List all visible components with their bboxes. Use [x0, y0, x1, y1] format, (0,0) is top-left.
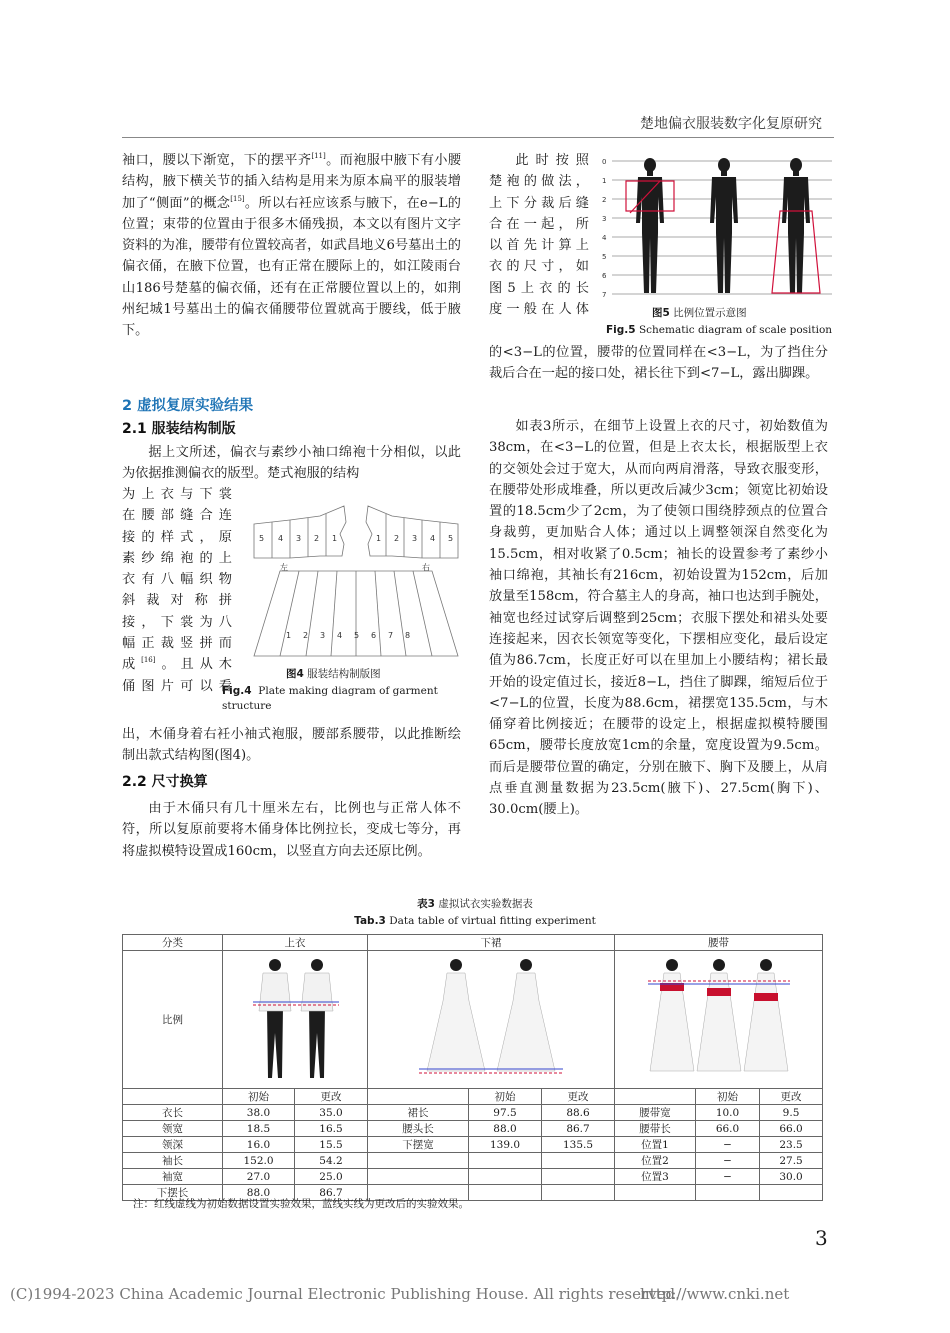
section-heading-2: 2 虚拟复原实验结果	[122, 398, 254, 414]
footer-copyright: (C)1994-2023 China Academic Journal Electronic Publishing House. All rights reserved.	[10, 1285, 680, 1303]
subheader-cell: 初始	[469, 1089, 542, 1105]
line: 合在一起，所	[489, 216, 589, 232]
table-3	[122, 934, 823, 1201]
fig-label: Fig.5	[606, 324, 636, 336]
text: 成	[122, 657, 142, 673]
scale-num: 3	[602, 215, 607, 223]
skirt-num: 2	[303, 631, 309, 640]
top-fitting-image	[245, 953, 345, 1083]
cell: 位置1	[615, 1137, 696, 1153]
skirt-num: 1	[286, 631, 292, 640]
table-note: 注：红线虚线为初始数据设置实验效果，蓝线实线为更改后的实验效果。	[133, 1198, 469, 1210]
image-cell-top	[223, 951, 368, 1089]
table-row	[123, 1137, 823, 1153]
line: 接的样式，原	[122, 529, 232, 545]
cell	[368, 1169, 469, 1185]
left-label: 左	[280, 563, 288, 572]
paragraph: 出，木俑身着右衽小袖式袍服，腰部系腰带，以此推断绘制出款式结构图(图4)。	[122, 727, 461, 764]
cell: 10.0	[696, 1105, 760, 1121]
cell: 衣长	[123, 1105, 223, 1121]
panel-num: 5	[448, 534, 454, 543]
cell: 16.5	[295, 1121, 368, 1137]
subsection-heading-2-1: 2.1 服装结构制版	[122, 421, 236, 437]
line: 此时按照	[515, 153, 589, 168]
footer-url[interactable]: http://www.cnki.net	[640, 1285, 790, 1303]
panel-num: 1	[376, 534, 382, 543]
cell	[542, 1185, 615, 1201]
cell: 88.0	[469, 1121, 542, 1137]
line: 度一般在人体	[489, 302, 589, 318]
cell: 领宽	[123, 1121, 223, 1137]
header-cell: 上衣	[223, 935, 368, 951]
citation[interactable]: [15]	[230, 194, 245, 203]
left-column	[122, 150, 461, 342]
scale-num: 0	[602, 158, 607, 166]
cell: 88.0	[223, 1185, 295, 1201]
cell: 54.2	[295, 1153, 368, 1169]
table-row	[123, 1121, 823, 1137]
running-head: 楚地偏衣服装数字化复原研究	[640, 116, 822, 132]
cell: 35.0	[295, 1105, 368, 1121]
line: 为上衣与下裳	[122, 487, 232, 502]
scale-num: 2	[602, 196, 607, 204]
title-text: 虚拟试衣实验数据表	[438, 898, 533, 910]
line: 楚袍的做法，	[489, 174, 589, 190]
cell: −	[696, 1169, 760, 1185]
table-header-row	[123, 935, 823, 951]
text: 。而袍服中腋下有小腰结构，腋下横关节的插入结构是用来为原本扁平的服装增加了“侧面”的概念	[122, 153, 462, 211]
table-row	[123, 1153, 823, 1169]
figure-4-caption-cn	[286, 667, 381, 682]
line: 斜裁对称拼	[122, 593, 232, 609]
cell	[615, 1089, 696, 1105]
figure-4-caption-en	[222, 684, 462, 714]
paragraph: 如表3所示，在细节上设置上衣的尺寸，初始数值为38cm，在<3−L的位置，但是上衣太长，根据版型上衣的交领处会过于宽大，从而向两肩滑落，导致衣服变形，在腰带处形成堆叠，所以更改后减少3cm；领宽比初始设置的18.5cm少了2cm，为了使领口围绕脖颈点的位置合身裁剪，更加贴合人体；通过以上调整领深自然变化为15.5cm，相对收紧了0.5cm；袖长的设置参考了素纱小袖口绵袍，其袖长有216cm，初始设置为152cm，后加放量至158cm，符合墓主人的身高，袖口也达到手腕处，袖宽也经过试穿后调整到25cm；衣服下摆处和裙头处要连接起来，因衣长领宽等变化，下摆相应变化，最后设定值为86.7cm，长度正好可以在里加上小腰结构；裙长最开始的设定值过长，接近8−L，挡住了脚踝，缩短后位于<7−L的位置，长度为88.6cm，裙摆宽135.5cm，与木俑穿着比例接近；在腰带的设定上，根据虚拟模特腰围65cm，腰带长度放宽1cm的余量，宽度设置为9.5cm。而后是腰带位置的确定，分别在腋下、胸下及腰上，从肩点垂直测量数据为23.5cm(腋下)、27.5cm(胸下)、30.0cm(腰上)。	[489, 419, 828, 818]
cell: 9.5	[760, 1105, 823, 1121]
scale-num: 4	[602, 234, 607, 242]
cell: 152.0	[223, 1153, 295, 1169]
panel-num: 3	[296, 534, 302, 543]
cell: 裙长	[368, 1105, 469, 1121]
subheader-cell: 更改	[295, 1089, 368, 1105]
cell: 97.5	[469, 1105, 542, 1121]
table-3-title-en	[0, 914, 950, 929]
skirt-num: 5	[354, 631, 360, 640]
caption-text: 服装结构制版图	[307, 668, 381, 680]
subsection-heading-2-2: 2.2 尺寸换算	[122, 774, 208, 790]
cell: −	[696, 1137, 760, 1153]
cell: 25.0	[295, 1169, 368, 1185]
cell: 27.5	[760, 1153, 823, 1169]
cell: 23.5	[760, 1137, 823, 1153]
fig-label: 图4	[286, 668, 304, 680]
figure-5-caption-en	[606, 323, 832, 338]
fig-label: 图5	[652, 307, 670, 319]
table-image-row	[123, 951, 823, 1089]
subheader-cell: 更改	[542, 1089, 615, 1105]
panel-num: 5	[259, 534, 265, 543]
header-rule	[122, 137, 834, 138]
cell: 86.7	[542, 1121, 615, 1137]
cell: 86.7	[295, 1185, 368, 1201]
citation[interactable]: [16]	[141, 656, 156, 665]
skirt-fitting-image	[411, 953, 571, 1083]
cell: 16.0	[223, 1137, 295, 1153]
subheader-cell: 更改	[760, 1089, 823, 1105]
cell: −	[696, 1153, 760, 1169]
skirt-num: 4	[337, 631, 343, 640]
line: 以首先计算上	[489, 238, 589, 254]
image-cell-skirt	[368, 951, 615, 1089]
cell: 88.6	[542, 1105, 615, 1121]
line: 接，下裳为八	[122, 614, 232, 630]
cell: 30.0	[760, 1169, 823, 1185]
cell	[542, 1153, 615, 1169]
caption-text: Plate making diagram of garment structure	[222, 685, 438, 712]
line: 在腰部缝合连	[122, 508, 232, 524]
wrapped-lines	[489, 150, 589, 320]
cell: 下摆长	[123, 1185, 223, 1201]
paragraph: 由于木俑只有几十厘米左右，比例也与正常人体不符，所以复原前要将木俑身体比例拉长，变成七等分，再将虚拟模特设置成160cm，以竖直方向去还原比例。	[122, 801, 461, 859]
line	[122, 654, 232, 675]
cell: 66.0	[696, 1121, 760, 1137]
cell	[368, 1153, 469, 1169]
cell: 领深	[123, 1137, 223, 1153]
citation[interactable]: [11]	[311, 152, 326, 160]
text: 。所以右衽应该系与腋下，在e−L的位置；束带的位置由于很多木俑残损，本文以有图片文字资料的为准，腰带有位置较高者，如武昌地义6号墓出土的偏衣俑，在腋下位置，也有正常在腰际上的，如江陵雨台山186号楚墓的偏衣俑，还有在正常腰位置以上的，如荆州纪城1号墓出土的偏衣俑腰带位置就高于腰线，低于腋下。	[122, 195, 461, 339]
skirt-num: 7	[388, 631, 394, 640]
page-number: 3	[815, 1226, 828, 1250]
cell: 135.5	[542, 1137, 615, 1153]
line: 图5上衣的长	[489, 280, 589, 296]
line: 上下分裁后缝	[489, 195, 589, 211]
cell: 腰带长	[615, 1121, 696, 1137]
scale-num: 1	[602, 177, 607, 185]
cell: 位置2	[615, 1153, 696, 1169]
scale-num: 6	[602, 272, 607, 280]
row-label: 比例	[123, 951, 223, 1089]
cell: 位置3	[615, 1169, 696, 1185]
cell: 66.0	[760, 1121, 823, 1137]
panel-num: 1	[332, 534, 338, 543]
skirt-num: 3	[320, 631, 326, 640]
line: 俑图片可以看	[122, 678, 232, 694]
panel-num: 2	[394, 534, 400, 543]
line: 幅正裁竖拼而	[122, 636, 232, 652]
cell: 袖宽	[123, 1169, 223, 1185]
table-label: 表3	[417, 898, 435, 910]
panel-num: 4	[430, 534, 436, 543]
cell	[469, 1169, 542, 1185]
panel-num: 3	[412, 534, 418, 543]
scale-num: 5	[602, 253, 607, 261]
table-row	[123, 1169, 823, 1185]
cell	[760, 1185, 823, 1201]
image-cell-belt	[615, 951, 823, 1089]
cell: 38.0	[223, 1105, 295, 1121]
cell	[469, 1153, 542, 1169]
table-3-title-cn	[0, 897, 950, 912]
cell	[696, 1185, 760, 1201]
fig-label: Fig.4	[222, 685, 252, 697]
caption-text: 比例位置示意图	[673, 307, 747, 319]
cell	[542, 1169, 615, 1185]
header-cell: 下裙	[368, 935, 615, 951]
scale-num: 7	[602, 291, 607, 299]
cell: 15.5	[295, 1137, 368, 1153]
belt-fitting-image	[644, 953, 794, 1083]
skirt-num: 6	[371, 631, 377, 640]
skirt-num: 8	[405, 631, 411, 640]
text: 袖口，腰以下渐宽，下的摆平齐	[122, 153, 312, 168]
paragraph: 据上文所述，偏衣与素纱小袖口绵袍十分相似，以此为依据推测偏衣的版型。楚式袍服的结构	[122, 445, 461, 482]
right-label: 右	[422, 563, 430, 572]
subheader-cell: 初始	[696, 1089, 760, 1105]
header-cell: 分类	[123, 935, 223, 951]
line: 素纱绵袍的上	[122, 550, 232, 566]
cell	[368, 1089, 469, 1105]
cell: 腰头长	[368, 1121, 469, 1137]
cell: 139.0	[469, 1137, 542, 1153]
cell: 腰带宽	[615, 1105, 696, 1121]
table-row	[123, 1105, 823, 1121]
panel-num: 2	[314, 534, 320, 543]
line: 衣有八幅织物	[122, 572, 232, 588]
table-subheader-row	[123, 1089, 823, 1105]
title-text: Data table of virtual fitting experiment	[389, 915, 596, 927]
wrapped-lines	[122, 484, 232, 697]
caption-text: Schematic diagram of scale position	[638, 324, 833, 336]
header-cell: 腰带	[615, 935, 823, 951]
line: 衣的尺寸，如	[489, 259, 589, 275]
paragraph: 的<3−L的位置，腰带的位置同样在<3−L，为了挡住分裁后合在一起的接口处，裙长往下到<7−L，露出脚踝。	[489, 345, 828, 382]
subheader-cell: 初始	[223, 1089, 295, 1105]
text: 。且从木	[155, 657, 232, 673]
panel-num: 4	[278, 534, 284, 543]
figure-5-caption-cn	[652, 306, 747, 321]
cell: 下摆宽	[368, 1137, 469, 1153]
cell: 袖长	[123, 1153, 223, 1169]
cell	[469, 1185, 542, 1201]
cell: 27.0	[223, 1169, 295, 1185]
cell	[615, 1185, 696, 1201]
figure-4-pattern-diagram	[250, 496, 462, 658]
table-label: Tab.3	[354, 915, 386, 927]
paragraph	[122, 150, 461, 342]
cell: 18.5	[223, 1121, 295, 1137]
cell	[123, 1089, 223, 1105]
figure-5-scale-diagram	[600, 153, 834, 299]
